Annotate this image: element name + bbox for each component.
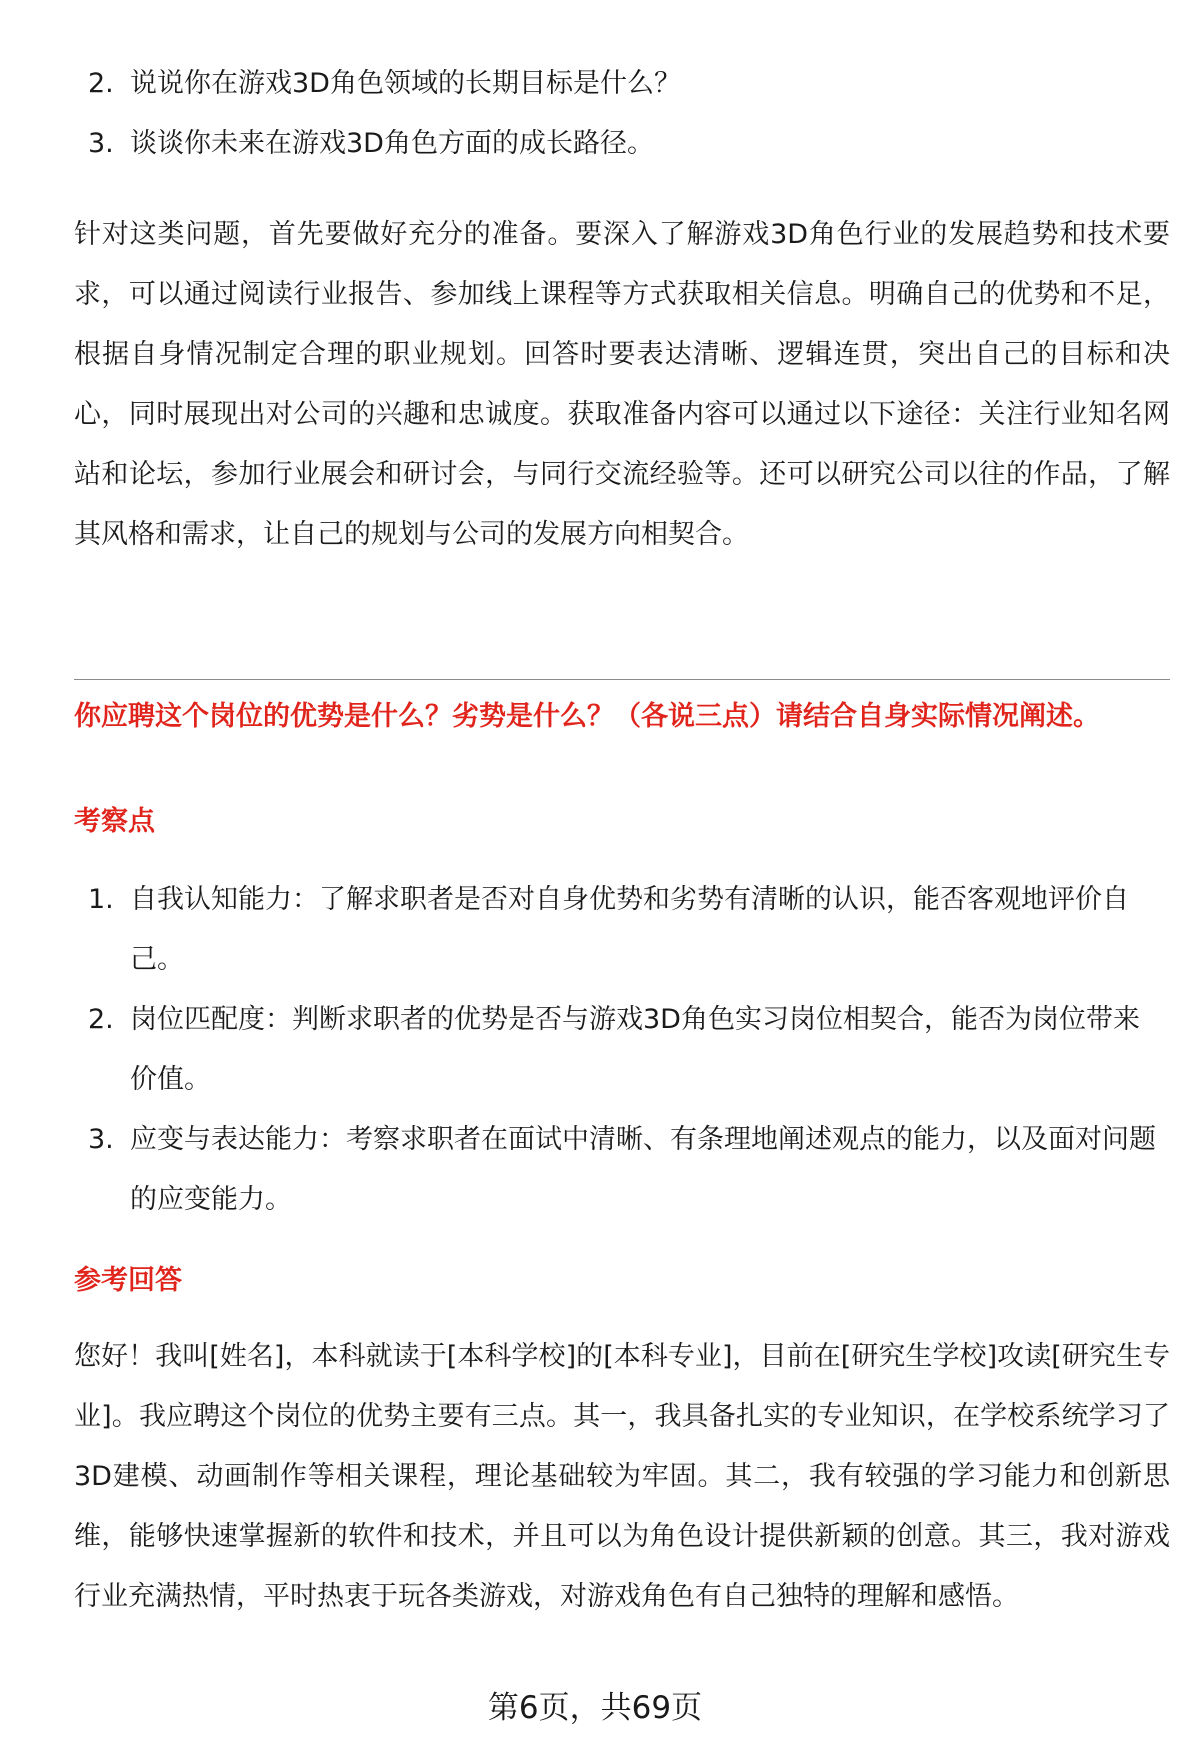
question-heading: 你应聘这个岗位的优势是什么？劣势是什么？（各说三点）请结合自身实际情况阐述。 [74,701,1100,732]
list-item-number: 3. [88,1124,114,1155]
list-item [88,870,1158,990]
list-item-number: 3. [88,128,114,159]
answer-paragraph: 您好！我叫[姓名]，本科就读于[本科学校]的[本科专业]，目前在[研究生学校]攻读[研究生专业]。我应聘这个岗位的优势主要有三点。其一，我具备扎实的专业知识，在学校系统学习了3D建模、动画制作等相关课程，理论基础较为牢固。其二，我有较强的学习能力和创新思维，能够快速掌握新的软件和技术，并且可以为角色设计提供新颖的创意。其三，我对游戏行业充满热情，平时热衷于玩各类游戏，对游戏角色有自己独特的理解和感悟。 [74,1341,1170,1612]
list-item-number: 1. [88,884,114,915]
previous-question-list [88,54,1158,174]
page-number: 第6页，共69页 [487,1690,703,1726]
list-item-text: 自我认知能力：了解求职者是否对自身优势和劣势有清晰的认识，能否客观地评价自己。 [130,884,1129,975]
list-item-text: 谈谈你未来在游戏3D角色方面的成长路径。 [130,128,654,159]
answer-heading: 参考回答 [74,1265,182,1296]
list-item-number: 2. [88,1004,114,1035]
focus-points-list [88,870,1158,1230]
list-item [88,114,1158,174]
intro-paragraph: 针对这类问题，首先要做好充分的准备。要深入了解游戏3D角色行业的发展趋势和技术要求，可以通过阅读行业报告、参加线上课程等方式获取相关信息。明确自己的优势和不足，根据自身情况制定合理的职业规划。回答时要表达清晰、逻辑连贯，突出自己的目标和决心，同时展现出对公司的兴趣和忠诚度。获取准备内容可以通过以下途径：关注行业知名网站和论坛，参加行业展会和研讨会，与同行交流经验等。还可以研究公司以往的作品，了解其风格和需求，让自己的规划与公司的发展方向相契合。 [74,219,1170,550]
list-item-text: 应变与表达能力：考察求职者在面试中清晰、有条理地阐述观点的能力，以及面对问题的应变能力。 [130,1124,1156,1215]
focus-heading: 考察点 [74,806,155,837]
list-item [88,1110,1158,1230]
list-item [88,990,1158,1110]
section-divider [74,679,1170,680]
list-item-text: 说说你在游戏3D角色领域的长期目标是什么？ [130,68,681,99]
list-item-text: 岗位匹配度：判断求职者的优势是否与游戏3D角色实习岗位相契合，能否为岗位带来价值。 [130,1004,1140,1095]
list-item [88,54,1158,114]
list-item-number: 2. [88,68,114,99]
